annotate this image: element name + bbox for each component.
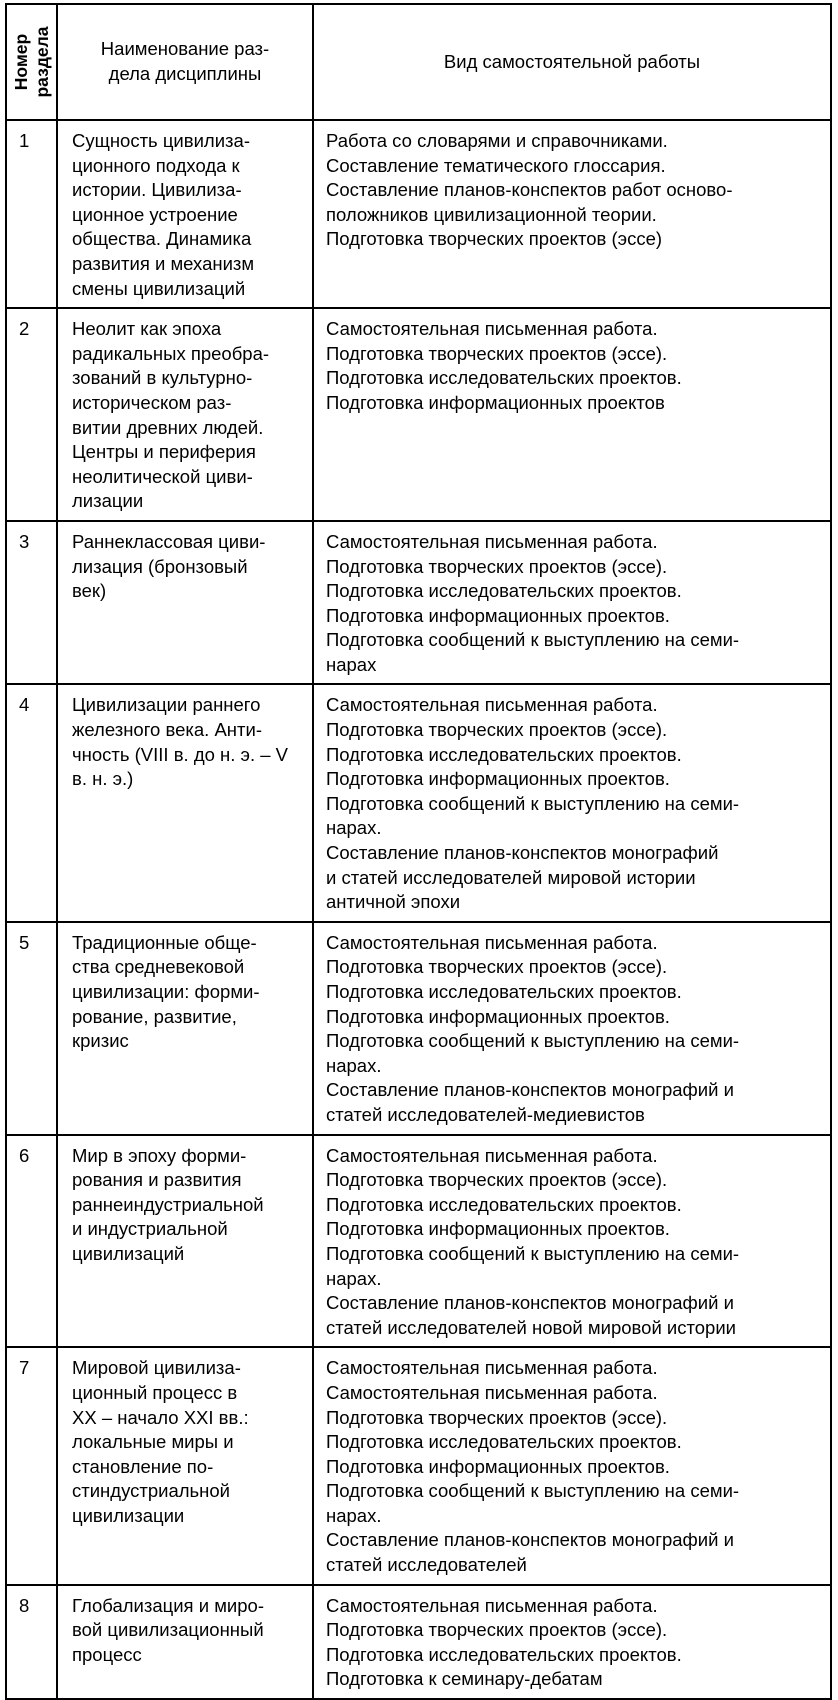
- header-section-name-line: Наименование раз-: [100, 38, 270, 60]
- section-name: [57, 1585, 313, 1699]
- section-number: 6: [6, 1135, 57, 1348]
- work-type-line: Подготовка информационных проектов.: [326, 1218, 670, 1240]
- work-type-line: и статей исследователей мировой истории: [326, 866, 696, 888]
- work-types: [313, 922, 831, 1135]
- section-name-line: зований в культурно-: [72, 367, 253, 389]
- work-type-line: Самостоятельная письменная работа.: [326, 1144, 658, 1166]
- work-type-line: Составление тематического глоссария.: [326, 154, 666, 176]
- section-name: [57, 684, 313, 921]
- section-name-line: чность (VIII в. до н. э. – V: [72, 743, 289, 765]
- section-name-line: вой цивилизационный: [72, 1619, 264, 1641]
- work-type-line: нарах.: [326, 817, 382, 839]
- work-types: [313, 308, 831, 521]
- work-type-line: Самостоятельная письменная работа.: [326, 530, 658, 552]
- work-type-line: Подготовка исследовательских проектов.: [326, 580, 682, 602]
- work-type-line: Подготовка информационных проектов: [326, 391, 665, 413]
- section-name-line: лизации: [72, 490, 144, 512]
- work-type-line: Подготовка сообщений к выступлению на семи-: [326, 1480, 740, 1502]
- section-name-line: общества. Динамика: [72, 228, 252, 250]
- table-header-row: [6, 4, 831, 120]
- header-section-number-line: раздела: [31, 26, 52, 98]
- work-type-line: Составление планов-конспектов монографий и: [326, 1292, 734, 1314]
- work-type-line: Подготовка сообщений к выступлению на семи-: [326, 629, 740, 651]
- section-number: 5: [6, 922, 57, 1135]
- section-name-line: и индустриальной: [72, 1218, 228, 1240]
- work-type-line: Составление планов-конспектов монографий: [326, 842, 719, 864]
- work-type-line: Подготовка творческих проектов (эссе).: [326, 1406, 668, 1428]
- work-types: [313, 684, 831, 921]
- section-name-line: Цивилизации раннего: [72, 694, 261, 716]
- work-type-line: Подготовка исследовательских проектов.: [326, 981, 682, 1002]
- section-name-line: стиндустриальной: [72, 1480, 231, 1502]
- work-type-line: Самостоятельная письменная работа.: [326, 931, 658, 953]
- section-number: 8: [6, 1585, 57, 1699]
- section-name-line: Традиционные обще-: [72, 931, 257, 953]
- work-type-line: Самостоятельная письменная работа.: [326, 1357, 658, 1379]
- table-row: [6, 1585, 831, 1699]
- work-type-line: Подготовка творческих проектов (эссе).: [326, 342, 668, 364]
- work-type-line: статей исследователей новой мировой истории: [326, 1316, 737, 1338]
- section-number: 7: [6, 1347, 57, 1584]
- work-type-line: Подготовка творческих проектов (эссе).: [326, 1169, 668, 1191]
- work-type-line: Составление планов-конспектов работ осново-: [326, 179, 733, 201]
- section-name-line: раннеиндустриальной: [72, 1193, 264, 1215]
- work-type-line: Подготовка творческих проектов (эссе): [326, 228, 663, 250]
- section-name-line: витии древних людей.: [72, 416, 264, 438]
- section-name-line: цивилизации: [72, 1504, 185, 1526]
- work-type-line: Подготовка творческих проектов (эссе).: [326, 956, 668, 978]
- section-name-line: цивилизаций: [72, 1242, 185, 1264]
- section-name-line: локальные миры и: [72, 1431, 234, 1453]
- header-section-number-line: Номер: [10, 33, 31, 91]
- disciplines-table: [5, 3, 832, 1700]
- work-type-line: Самостоятельная письменная работа.: [326, 1594, 658, 1616]
- work-type-line: Подготовка творческих проектов (эссе).: [326, 719, 668, 741]
- section-name-line: Неолит как эпоха: [72, 318, 222, 340]
- work-type-line: античной эпохи: [326, 891, 461, 913]
- section-name-line: век): [72, 580, 107, 602]
- section-name: [57, 120, 313, 308]
- work-type-line: нарах.: [326, 1054, 382, 1076]
- work-type-line: Самостоятельная письменная работа.: [326, 1381, 658, 1403]
- section-number: 1: [6, 120, 57, 308]
- work-type-line: Подготовка исследовательских проектов.: [326, 1643, 682, 1665]
- work-type-line: Подготовка исследовательских проектов.: [326, 743, 682, 765]
- table-row: [6, 1135, 831, 1348]
- work-type-line: нарах: [326, 653, 377, 675]
- table-row: [6, 684, 831, 921]
- work-type-line: статей исследователей-медиевистов: [326, 1103, 645, 1125]
- section-name-line: истории. Цивилиза-: [72, 179, 242, 201]
- work-type-line: Подготовка исследовательских проектов.: [326, 1193, 682, 1215]
- work-type-line: Самостоятельная письменная работа.: [326, 694, 658, 716]
- work-type-line: Подготовка информационных проектов.: [326, 1005, 670, 1027]
- section-name-line: Раннеклассовая циви-: [72, 530, 266, 552]
- section-name-line: Глобализация и миро-: [72, 1594, 264, 1616]
- section-name-line: историческом раз-: [72, 391, 232, 413]
- work-type-line: Составление планов-конспектов монографий и: [326, 1079, 734, 1101]
- work-type-line: нарах.: [326, 1267, 382, 1289]
- section-name: [57, 521, 313, 685]
- section-name: [57, 1135, 313, 1348]
- section-name-line: ства средневековой: [72, 956, 245, 978]
- work-types: [313, 120, 831, 308]
- work-type-line: Подготовка информационных проектов.: [326, 768, 670, 790]
- section-name-line: радикальных преобра-: [72, 342, 270, 364]
- section-name-line: неолитической циви-: [72, 465, 253, 487]
- section-name: [57, 308, 313, 521]
- work-type-line: Подготовка к семинару-дебатам: [326, 1668, 603, 1690]
- section-name-line: Мир в эпоху форми-: [72, 1144, 247, 1166]
- work-type-line: статей исследователей: [326, 1554, 527, 1576]
- work-type-line: нарах.: [326, 1504, 382, 1526]
- table-row: [6, 1347, 831, 1584]
- section-name-line: ционный процесс в: [72, 1381, 238, 1403]
- header-section-name-line: дела дисциплины: [108, 63, 262, 84]
- work-type-line: Подготовка сообщений к выступлению на семи-: [326, 1030, 740, 1052]
- section-number: 3: [6, 521, 57, 685]
- work-type-line: Составление планов-конспектов монографий и: [326, 1529, 734, 1551]
- work-type-line: Подготовка информационных проектов.: [326, 1455, 670, 1477]
- section-name-line: кризис: [72, 1030, 129, 1052]
- header-section-name: [57, 4, 313, 120]
- section-name-line: смены цивилизаций: [72, 277, 246, 299]
- section-number: 2: [6, 308, 57, 521]
- work-type-line: Подготовка исследовательских проектов.: [326, 367, 682, 389]
- work-types: [313, 1585, 831, 1699]
- table-row: [6, 922, 831, 1135]
- work-type-line: Работа со словарями и справочниками.: [326, 130, 668, 151]
- work-type-line: положников цивилизационной теории.: [326, 203, 657, 225]
- section-name-line: XX – начало XXI вв.:: [72, 1406, 249, 1428]
- work-types: [313, 1347, 831, 1584]
- table-body: [6, 120, 831, 1699]
- section-name-line: в. н. э.): [72, 768, 134, 790]
- section-name-line: Центры и периферия: [72, 441, 256, 463]
- section-name: [57, 1347, 313, 1584]
- section-name-line: процесс: [72, 1643, 142, 1665]
- work-type-line: Самостоятельная письменная работа.: [326, 318, 658, 340]
- section-name-line: ционного подхода к: [72, 154, 240, 176]
- section-name-line: рование, развитие,: [72, 1005, 237, 1027]
- section-number: 4: [6, 684, 57, 921]
- section-name-line: развития и механизм: [72, 252, 255, 274]
- section-name-line: становление по-: [72, 1455, 214, 1477]
- work-type-line: Подготовка исследовательских проектов.: [326, 1431, 682, 1453]
- work-types: [313, 521, 831, 685]
- section-name: [57, 922, 313, 1135]
- header-work-type: Вид самостоятельной работы: [313, 4, 831, 120]
- table-row: [6, 521, 831, 685]
- work-types: [313, 1135, 831, 1348]
- header-section-number: [6, 4, 57, 120]
- section-name-line: Мировой цивилиза-: [72, 1357, 241, 1379]
- work-type-line: Подготовка сообщений к выступлению на семи-: [326, 792, 740, 814]
- work-type-line: Подготовка творческих проектов (эссе).: [326, 1619, 668, 1641]
- section-name-line: рования и развития: [72, 1169, 242, 1191]
- table-row: [6, 308, 831, 521]
- section-name-line: лизация (бронзовый: [72, 555, 248, 577]
- section-name-line: цивилизации: форми-: [72, 981, 260, 1002]
- work-type-line: Подготовка творческих проектов (эссе).: [326, 555, 668, 577]
- work-type-line: Подготовка информационных проектов.: [326, 604, 670, 626]
- section-name-line: железного века. Анти-: [72, 719, 262, 741]
- section-name-line: Сущность цивилиза-: [72, 130, 250, 151]
- work-type-line: Подготовка сообщений к выступлению на семи-: [326, 1242, 740, 1264]
- section-name-line: ционное устроение: [72, 203, 238, 225]
- table-row: [6, 120, 831, 308]
